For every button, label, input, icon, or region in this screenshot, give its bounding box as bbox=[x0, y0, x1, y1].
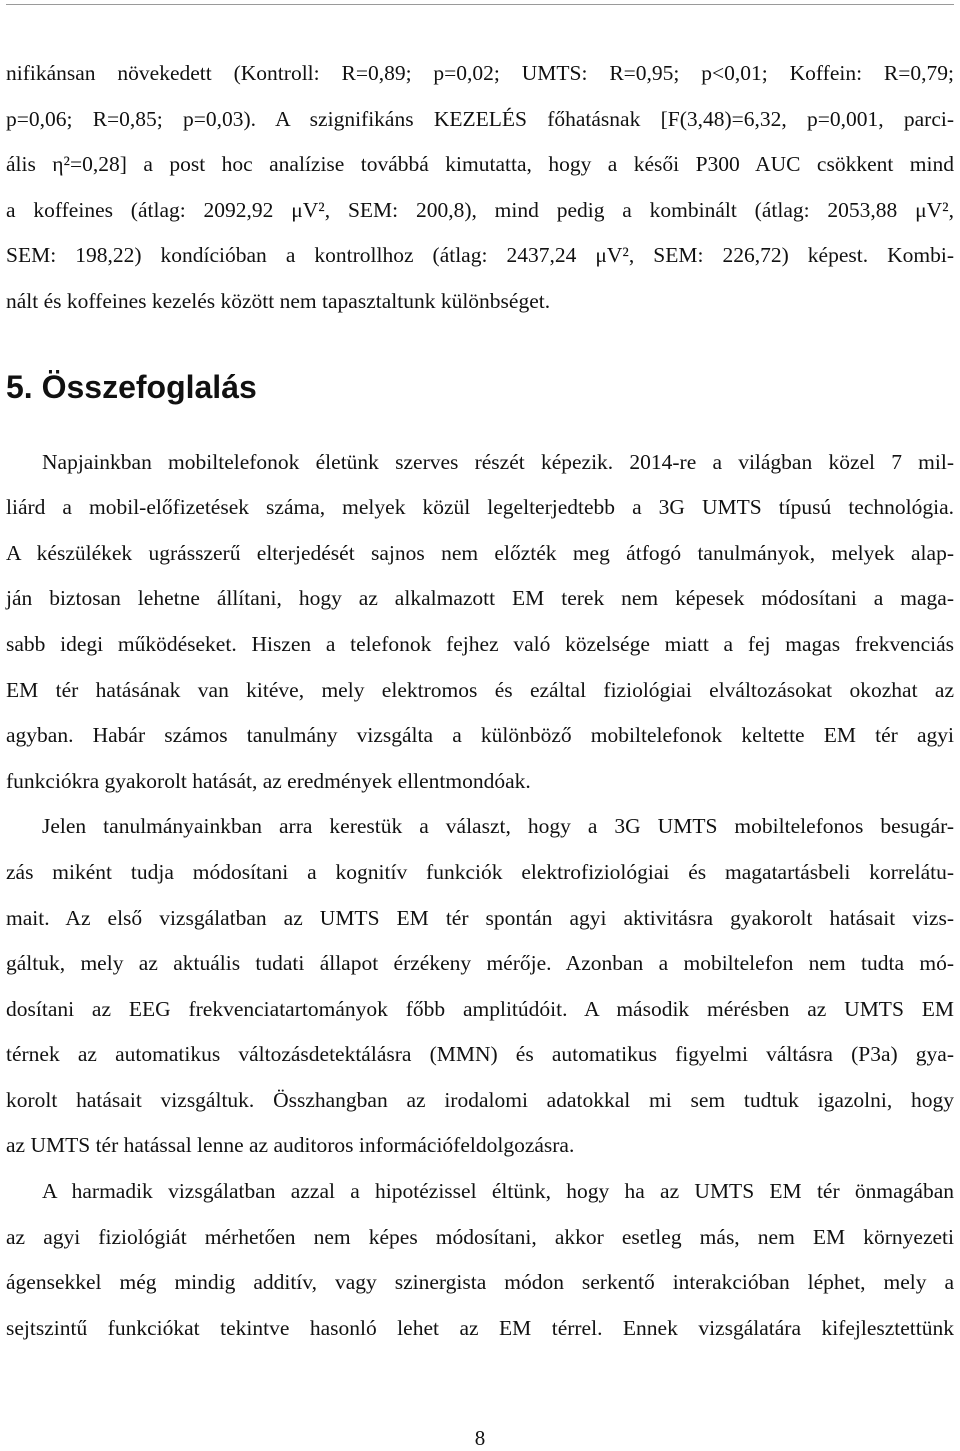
text-line: nált és koffeines kezelés között nem tapasztaltunk különbséget. bbox=[6, 288, 551, 313]
summary-paragraph-1 bbox=[6, 440, 954, 805]
page-number: 8 bbox=[474, 1426, 486, 1450]
page-top-rule bbox=[6, 4, 954, 5]
text-line: korolt hatásait vizsgáltuk. Összhangban az irodalomi adatokkal mi sem tudtuk igazolni, hogy bbox=[6, 1087, 954, 1112]
text-line: A készülékek ugrásszerű elterjedését sajnos nem előzték meg átfogó tanulmányok, melyek alap- bbox=[6, 540, 954, 565]
text-line: EM tér hatásának van kitéve, mely elektromos és ezáltal fiziológiai elváltozásokat okozhat az bbox=[6, 677, 954, 702]
text-line: funkciókra gyakorolt hatását, az eredmények ellentmondóak. bbox=[6, 768, 531, 793]
page-body bbox=[6, 51, 954, 1351]
text-line: a koffeines (átlag: 2092,92 μV², SEM: 200,8), mind pedig a kombinált (átlag: 2053,88 μV², bbox=[6, 197, 954, 222]
text-line: zás miként tudja módosítani a kognitív funkciók elektrofiziológiai és magatartásbeli korrelátu- bbox=[6, 859, 954, 884]
text-line: ján biztosan lehetne állítani, hogy az alkalmazott EM terek nem képesek módosítani a maga- bbox=[6, 586, 954, 611]
text-line: mait. Az első vizsgálatban az UMTS EM tér spontán agyi aktivitásra gyakorolt hatásait vizs- bbox=[6, 905, 954, 930]
text-line: SEM: 198,22) kondícióban a kontrollhoz (átlag: 2437,24 μV², SEM: 226,72) képest. Kombi- bbox=[6, 243, 954, 268]
text-line: A harmadik vizsgálatban azzal a hipotézissel éltünk, hogy ha az UMTS EM tér önmagában bbox=[42, 1179, 954, 1204]
summary-paragraph-2 bbox=[6, 804, 954, 1169]
text-line: nifikánsan növekedett (Kontroll: R=0,89; p=0,02; UMTS: R=0,95; p<0,01; Koffein: R=0,79; bbox=[6, 61, 954, 85]
text-line: sabb idegi működéseket. Hiszen a telefonok fejhez való közelsége miatt a fej magas frekvenciás bbox=[6, 631, 954, 656]
summary-paragraph-3 bbox=[6, 1169, 954, 1351]
text-line: p=0,06; R=0,85; p=0,03). A szignifikáns KEZELÉS főhatásnak [F(3,48)=6,32, p=0,001, parci- bbox=[6, 106, 954, 131]
text-line: az agyi fiziológiát mérhetően nem képes módosítani, akkor esetleg más, nem EM környezeti bbox=[6, 1224, 954, 1249]
text-line: Napjainkban mobiltelefonok életünk szerves részét képezik. 2014-re a világban közel 7 mil- bbox=[42, 449, 954, 474]
text-line: térnek az automatikus változásdetektálásra (MMN) és automatikus figyelmi váltásra (P3a) gya- bbox=[6, 1042, 954, 1067]
text-line: dosítani az EEG frekvenciatartományok főbb amplitúdóit. A második mérésben az UMTS EM bbox=[6, 996, 954, 1021]
text-line: Jelen tanulmányainkban arra kerestük a választ, hogy a 3G UMTS mobiltelefonos besugár- bbox=[42, 814, 954, 839]
text-line: liárd a mobil-előfizetések száma, melyek közül legelterjedtebb a 3G UMTS típusú technológia. bbox=[6, 495, 954, 520]
text-line: ágensekkel még mindig additív, vagy szinergista módon serkentő interakcióban léphet, mely a bbox=[6, 1270, 954, 1295]
results-paragraph bbox=[6, 51, 954, 325]
text-line: agyban. Habár számos tanulmány vizsgálta a különböző mobiltelefonok keltette EM tér agyi bbox=[6, 723, 954, 748]
text-line: sejtszintű funkciókat tekintve hasonló lehet az EM térrel. Ennek vizsgálatára kifejlesztettünk bbox=[6, 1315, 954, 1340]
section-heading: 5. Összefoglalás bbox=[6, 368, 257, 405]
text-line: ális η²=0,28] a post hoc analízise továbbá kimutatta, hogy a késői P300 AUC csökkent mind bbox=[6, 152, 954, 177]
text-line: az UMTS tér hatással lenne az auditoros információfeldolgozásra. bbox=[6, 1133, 575, 1158]
text-line: gáltuk, mely az aktuális tudati állapot érzékeny mérője. Azonban a mobiltelefon nem tudta mó- bbox=[6, 951, 954, 976]
